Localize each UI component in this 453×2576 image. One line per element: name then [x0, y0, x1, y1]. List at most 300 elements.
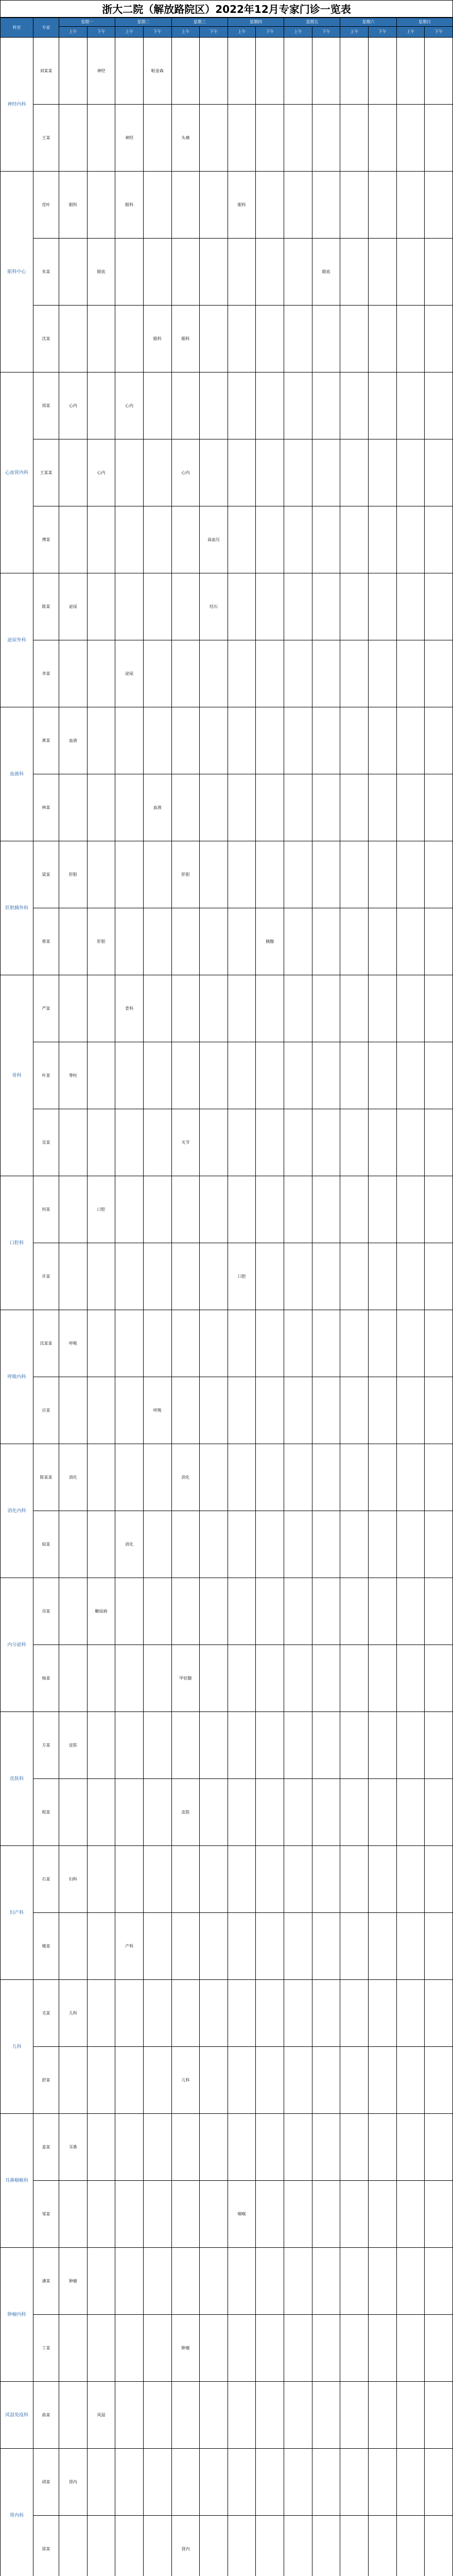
- schedule-cell: [143, 1109, 171, 1176]
- schedule-cell: [228, 573, 256, 640]
- schedule-cell: [171, 1377, 200, 1444]
- schedule-cell: 结石: [200, 573, 228, 640]
- schedule-cell: [369, 1310, 397, 1377]
- header-weekday: 星期日: [396, 18, 452, 27]
- schedule-cell: [340, 172, 369, 239]
- schedule-cell: [284, 2315, 312, 2382]
- schedule-cell: [425, 573, 453, 640]
- schedule-cell: [340, 2181, 369, 2248]
- schedule-cell: [369, 1712, 397, 1779]
- schedule-cell: [284, 1712, 312, 1779]
- schedule-cell: [200, 1109, 228, 1176]
- schedule-cell: 呼吸: [59, 1310, 88, 1377]
- schedule-cell: [143, 908, 171, 975]
- schedule-cell: [115, 239, 144, 306]
- schedule-cell: [312, 38, 340, 105]
- schedule-cell: [87, 306, 115, 372]
- schedule-cell: [256, 2047, 284, 2114]
- schedule-cell: [228, 1578, 256, 1645]
- schedule-cell: [200, 774, 228, 841]
- schedule-cell: [256, 1444, 284, 1511]
- expert-name: 俞某: [33, 2382, 59, 2449]
- schedule-cell: [59, 1779, 88, 1846]
- schedule-cell: [369, 38, 397, 105]
- schedule-cell: [369, 1042, 397, 1109]
- schedule-cell: [425, 1846, 453, 1913]
- schedule-cell: 头痛: [171, 105, 200, 172]
- schedule-cell: [425, 1377, 453, 1444]
- schedule-cell: [396, 1109, 425, 1176]
- schedule-cell: [171, 2449, 200, 2516]
- schedule-cell: [143, 1042, 171, 1109]
- dept-cell: 骨科: [1, 975, 33, 1176]
- schedule-cell: [340, 306, 369, 372]
- schedule-cell: [228, 38, 256, 105]
- schedule-cell: [171, 908, 200, 975]
- schedule-cell: [369, 1578, 397, 1645]
- schedule-cell: [369, 506, 397, 573]
- schedule-cell: [312, 2382, 340, 2449]
- table-row: [1, 640, 453, 707]
- schedule-cell: [171, 2181, 200, 2248]
- table-row: [1, 105, 453, 172]
- schedule-cell: [425, 105, 453, 172]
- schedule-cell: [396, 2047, 425, 2114]
- schedule-cell: [369, 707, 397, 774]
- schedule-cell: [143, 2114, 171, 2181]
- table-row: [1, 1645, 453, 1712]
- schedule-cell: 肝胆: [59, 841, 88, 908]
- expert-name: 王某某: [33, 439, 59, 506]
- schedule-cell: [369, 2248, 397, 2315]
- schedule-cell: [228, 1645, 256, 1712]
- schedule-cell: [87, 2047, 115, 2114]
- schedule-cell: [143, 1645, 171, 1712]
- schedule-cell: [312, 2047, 340, 2114]
- schedule-cell: 眼底: [312, 239, 340, 306]
- schedule-cell: [340, 640, 369, 707]
- schedule-cell: [87, 172, 115, 239]
- schedule-cell: [171, 1846, 200, 1913]
- table-row: [1, 1243, 453, 1310]
- schedule-cell: 泌尿: [115, 640, 144, 707]
- schedule-cell: [284, 1779, 312, 1846]
- schedule-cell: [284, 1578, 312, 1645]
- schedule-cell: [59, 774, 88, 841]
- expert-name: 李某: [33, 640, 59, 707]
- schedule-cell: [340, 1444, 369, 1511]
- table-row: [1, 1109, 453, 1176]
- table-row: [1, 1779, 453, 1846]
- schedule-cell: [143, 640, 171, 707]
- schedule-cell: [171, 2382, 200, 2449]
- schedule-cell: [59, 2047, 88, 2114]
- schedule-cell: [143, 1310, 171, 1377]
- schedule-cell: [143, 372, 171, 439]
- schedule-cell: [256, 975, 284, 1042]
- schedule-cell: [87, 975, 115, 1042]
- expert-name: 石某: [33, 1846, 59, 1913]
- schedule-cell: [115, 2047, 144, 2114]
- schedule-cell: [340, 2516, 369, 2576]
- schedule-cell: [396, 640, 425, 707]
- schedule-cell: [228, 1511, 256, 1578]
- table-row: [1, 975, 453, 1042]
- schedule-cell: [312, 573, 340, 640]
- schedule-cell: [256, 506, 284, 573]
- schedule-cell: [256, 1511, 284, 1578]
- schedule-cell: [87, 841, 115, 908]
- schedule-cell: [59, 1377, 88, 1444]
- schedule-cell: [256, 2248, 284, 2315]
- schedule-cell: [396, 841, 425, 908]
- schedule-cell: [425, 1913, 453, 1980]
- schedule-cell: [340, 105, 369, 172]
- schedule-cell: 眼科: [115, 172, 144, 239]
- schedule-cell: [200, 707, 228, 774]
- schedule-cell: [171, 1176, 200, 1243]
- schedule-cell: [425, 975, 453, 1042]
- schedule-cell: 口腔: [87, 1176, 115, 1243]
- table-row: [1, 774, 453, 841]
- schedule-cell: [200, 975, 228, 1042]
- schedule-cell: [87, 774, 115, 841]
- schedule-cell: [396, 1176, 425, 1243]
- schedule-cell: [115, 573, 144, 640]
- schedule-cell: [171, 707, 200, 774]
- schedule-cell: [228, 2315, 256, 2382]
- schedule-cell: [340, 1310, 369, 1377]
- expert-name: 姜某: [33, 2114, 59, 2181]
- schedule-cell: [200, 1913, 228, 1980]
- schedule-cell: [284, 2181, 312, 2248]
- schedule-cell: [340, 1176, 369, 1243]
- expert-name: 吴某: [33, 1109, 59, 1176]
- schedule-cell: [284, 1913, 312, 1980]
- schedule-cell: [284, 2516, 312, 2576]
- schedule-cell: [312, 2114, 340, 2181]
- schedule-cell: [171, 239, 200, 306]
- schedule-cell: [256, 573, 284, 640]
- header-half: 上午: [171, 27, 200, 38]
- schedule-cell: [312, 1779, 340, 1846]
- schedule-cell: 妇科: [59, 1846, 88, 1913]
- header-half: 下午: [369, 27, 397, 38]
- schedule-cell: [396, 707, 425, 774]
- schedule-cell: [340, 1712, 369, 1779]
- table-row: [1, 2516, 453, 2576]
- table-row: [1, 1846, 453, 1913]
- schedule-cell: [256, 2449, 284, 2516]
- schedule-cell: [340, 1578, 369, 1645]
- schedule-cell: [369, 2114, 397, 2181]
- schedule-cell: [115, 1042, 144, 1109]
- table-row: [1, 2315, 453, 2382]
- schedule-cell: [256, 1176, 284, 1243]
- schedule-cell: [256, 1042, 284, 1109]
- table-row: [1, 172, 453, 239]
- dept-cell: 心血管内科: [1, 372, 33, 573]
- schedule-cell: [369, 1913, 397, 1980]
- schedule-cell: [171, 38, 200, 105]
- schedule-cell: [396, 2114, 425, 2181]
- schedule-cell: [200, 306, 228, 372]
- schedule-cell: [312, 2516, 340, 2576]
- table-row: [1, 1176, 453, 1243]
- dept-cell: 儿科: [1, 1980, 33, 2114]
- schedule-cell: [200, 2047, 228, 2114]
- schedule-cell: 高血压: [200, 506, 228, 573]
- schedule-cell: [284, 2248, 312, 2315]
- expert-name: 徐某: [33, 2516, 59, 2576]
- schedule-cell: [425, 841, 453, 908]
- schedule-cell: [284, 172, 312, 239]
- schedule-cell: 儿科: [59, 1980, 88, 2047]
- schedule-cell: 咽喉: [228, 2181, 256, 2248]
- schedule-cell: [425, 2114, 453, 2181]
- header-weekday: 星期三: [171, 18, 228, 27]
- header-half: 下午: [256, 27, 284, 38]
- schedule-cell: [115, 1578, 144, 1645]
- schedule-cell: [143, 2315, 171, 2382]
- schedule-cell: [87, 1444, 115, 1511]
- schedule-cell: 肾内: [59, 2449, 88, 2516]
- schedule-cell: [115, 306, 144, 372]
- schedule-cell: [59, 239, 88, 306]
- schedule-cell: [396, 1444, 425, 1511]
- schedule-cell: [369, 372, 397, 439]
- expert-name: 梁某: [33, 841, 59, 908]
- schedule-cell: [228, 1712, 256, 1779]
- dept-cell: 妇产科: [1, 1846, 33, 1980]
- schedule-cell: [425, 506, 453, 573]
- schedule-cell: [87, 2181, 115, 2248]
- schedule-cell: [425, 1645, 453, 1712]
- dept-cell: 呼吸内科: [1, 1310, 33, 1444]
- schedule-cell: [369, 105, 397, 172]
- schedule-cell: [87, 1109, 115, 1176]
- dept-cell: 肿瘤内科: [1, 2248, 33, 2382]
- schedule-cell: [143, 1511, 171, 1578]
- expert-name: 陈某某: [33, 1444, 59, 1511]
- schedule-cell: [340, 2248, 369, 2315]
- schedule-cell: [340, 1645, 369, 1712]
- schedule-cell: [256, 172, 284, 239]
- schedule-cell: [87, 372, 115, 439]
- schedule-cell: [171, 774, 200, 841]
- schedule-cell: [200, 1980, 228, 2047]
- schedule-cell: [284, 774, 312, 841]
- schedule-cell: [171, 506, 200, 573]
- schedule-cell: [115, 1109, 144, 1176]
- schedule-cell: [284, 1377, 312, 1444]
- dept-cell: 神经内科: [1, 38, 33, 172]
- schedule-cell: [256, 1980, 284, 2047]
- schedule-cell: [256, 1779, 284, 1846]
- schedule-cell: [171, 1980, 200, 2047]
- schedule-cell: [312, 172, 340, 239]
- schedule-cell: 神经: [115, 105, 144, 172]
- schedule-cell: [256, 1645, 284, 1712]
- schedule-cell: 甲状腺: [171, 1645, 200, 1712]
- schedule-cell: [340, 1511, 369, 1578]
- schedule-cell: [143, 841, 171, 908]
- schedule-cell: 糖尿病: [87, 1578, 115, 1645]
- schedule-cell: [228, 1310, 256, 1377]
- schedule-cell: [425, 239, 453, 306]
- schedule-cell: [312, 1846, 340, 1913]
- schedule-cell: [284, 1042, 312, 1109]
- expert-name: 范叶: [33, 172, 59, 239]
- schedule-cell: [340, 2449, 369, 2516]
- schedule-cell: [228, 105, 256, 172]
- schedule-cell: [143, 707, 171, 774]
- schedule-cell: [143, 1176, 171, 1243]
- expert-name: 应某: [33, 1377, 59, 1444]
- schedule-cell: [59, 908, 88, 975]
- schedule-cell: [200, 2382, 228, 2449]
- schedule-cell: [256, 372, 284, 439]
- schedule-cell: [425, 1042, 453, 1109]
- dept-cell: 消化内科: [1, 1444, 33, 1578]
- schedule-cell: [396, 2516, 425, 2576]
- schedule-cell: 脊柱: [59, 1042, 88, 1109]
- schedule-cell: [228, 1779, 256, 1846]
- schedule-cell: [171, 573, 200, 640]
- schedule-cell: [171, 2248, 200, 2315]
- table-row: [1, 841, 453, 908]
- schedule-cell: [312, 2181, 340, 2248]
- expert-name: 谷某: [33, 1578, 59, 1645]
- schedule-cell: 肾内: [171, 2516, 200, 2576]
- page-title: 浙大二院（解放路院区）2022年12月专家门诊一览表: [0, 0, 453, 18]
- schedule-cell: [143, 506, 171, 573]
- schedule-cell: [425, 2516, 453, 2576]
- schedule-cell: [228, 841, 256, 908]
- schedule-cell: [59, 38, 88, 105]
- expert-name: 周某: [33, 372, 59, 439]
- schedule-cell: [200, 239, 228, 306]
- schedule-cell: [200, 2315, 228, 2382]
- schedule-cell: [256, 841, 284, 908]
- schedule-cell: [312, 1377, 340, 1444]
- schedule-cell: [425, 2181, 453, 2248]
- schedule-cell: [369, 2449, 397, 2516]
- schedule-cell: [284, 506, 312, 573]
- schedule-cell: [143, 1444, 171, 1511]
- schedule-cell: [369, 908, 397, 975]
- schedule-cell: [228, 1913, 256, 1980]
- schedule-cell: [143, 1846, 171, 1913]
- schedule-cell: 呼吸: [143, 1377, 171, 1444]
- schedule-cell: 耳鼻: [59, 2114, 88, 2181]
- schedule-cell: 皮肤: [171, 1779, 200, 1846]
- schedule-cell: [312, 640, 340, 707]
- schedule-cell: [396, 506, 425, 573]
- schedule-cell: [312, 439, 340, 506]
- schedule-cell: [340, 38, 369, 105]
- schedule-cell: [284, 105, 312, 172]
- schedule-cell: [200, 1712, 228, 1779]
- schedule-cell: [425, 640, 453, 707]
- schedule-cell: [284, 1243, 312, 1310]
- schedule-cell: [87, 640, 115, 707]
- schedule-cell: [115, 1377, 144, 1444]
- schedule-cell: [284, 372, 312, 439]
- schedule-cell: [256, 306, 284, 372]
- schedule-cell: [228, 1444, 256, 1511]
- schedule-cell: [143, 1779, 171, 1846]
- schedule-cell: [425, 1310, 453, 1377]
- schedule-cell: [369, 975, 397, 1042]
- schedule-cell: 肿瘤: [59, 2248, 88, 2315]
- schedule-cell: [425, 2382, 453, 2449]
- schedule-cell: [396, 2315, 425, 2382]
- schedule-cell: [340, 506, 369, 573]
- schedule-cell: [115, 1846, 144, 1913]
- dept-cell: 耳鼻咽喉科: [1, 2114, 33, 2248]
- schedule-cell: [59, 1645, 88, 1712]
- schedule-cell: [228, 506, 256, 573]
- header-half: 下午: [87, 27, 115, 38]
- schedule-cell: [425, 2047, 453, 2114]
- schedule-cell: [312, 105, 340, 172]
- schedule-cell: [425, 306, 453, 372]
- schedule-cell: 消化: [59, 1444, 88, 1511]
- schedule-cell: [87, 105, 115, 172]
- schedule-cell: [312, 1444, 340, 1511]
- table-row: [1, 1377, 453, 1444]
- table-row: [1, 506, 453, 573]
- header-half: 上午: [228, 27, 256, 38]
- table-row: [1, 2114, 453, 2181]
- schedule-cell: [284, 707, 312, 774]
- schedule-cell: [200, 2248, 228, 2315]
- schedule-cell: [228, 2516, 256, 2576]
- schedule-cell: [87, 1377, 115, 1444]
- schedule-cell: [284, 908, 312, 975]
- table-row: [1, 1578, 453, 1645]
- schedule-cell: [171, 1042, 200, 1109]
- schedule-cell: [59, 2315, 88, 2382]
- schedule-cell: 皮肤: [59, 1712, 88, 1779]
- schedule-cell: [256, 2516, 284, 2576]
- schedule-cell: [200, 172, 228, 239]
- schedule-cell: [369, 1645, 397, 1712]
- schedule-cell: [369, 1377, 397, 1444]
- schedule-cell: [143, 2449, 171, 2516]
- schedule-cell: [425, 1712, 453, 1779]
- schedule-cell: [425, 774, 453, 841]
- schedule-cell: [284, 1846, 312, 1913]
- schedule-cell: [115, 1310, 144, 1377]
- schedule-cell: [369, 1511, 397, 1578]
- schedule-cell: [228, 1042, 256, 1109]
- expert-name: 杨某: [33, 1645, 59, 1712]
- schedule-cell: 儿科: [171, 2047, 200, 2114]
- schedule-cell: 眼底: [87, 239, 115, 306]
- table-row: [1, 2449, 453, 2516]
- schedule-cell: [369, 841, 397, 908]
- schedule-cell: [396, 975, 425, 1042]
- schedule-cell: [115, 2248, 144, 2315]
- schedule-cell: [284, 1176, 312, 1243]
- schedule-cell: [115, 908, 144, 975]
- schedule-cell: [312, 2449, 340, 2516]
- schedule-cell: [284, 1980, 312, 2047]
- schedule-cell: [87, 1042, 115, 1109]
- schedule-cell: [115, 2315, 144, 2382]
